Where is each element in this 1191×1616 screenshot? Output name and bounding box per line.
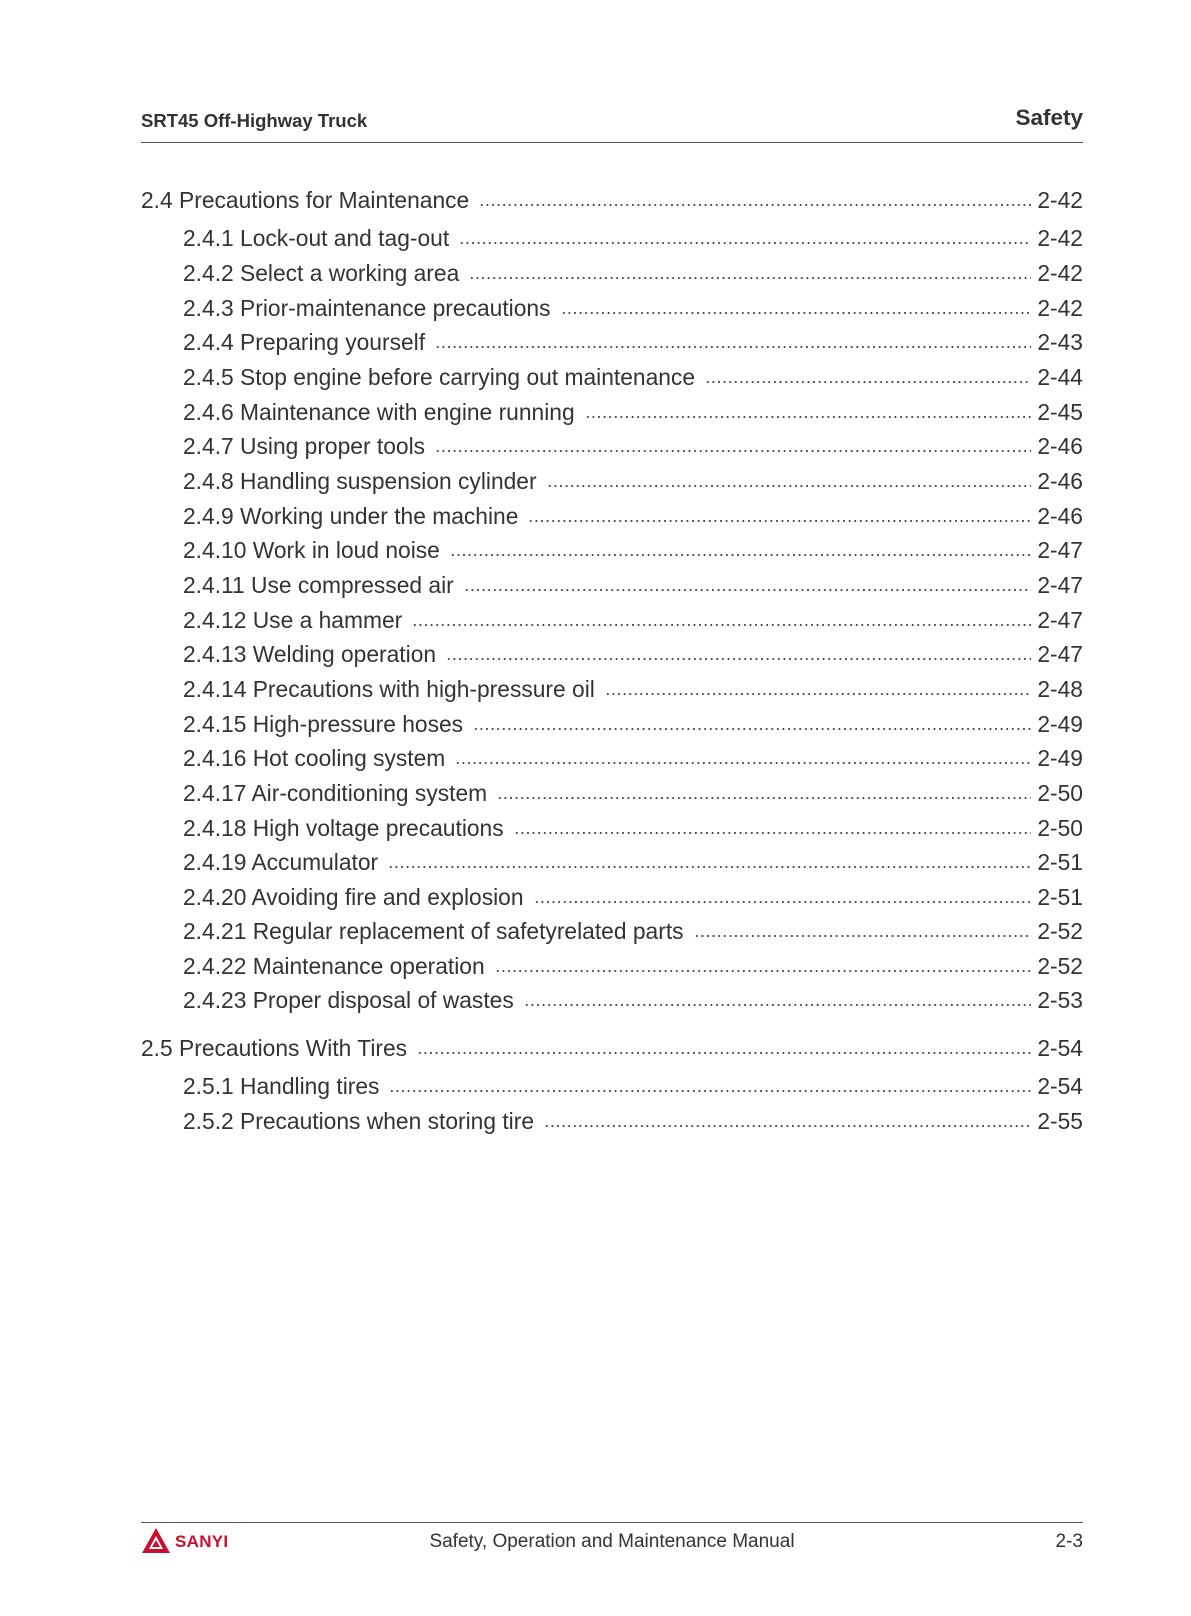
toc-entry-title: 2.4.2 Select a working area: [183, 260, 460, 286]
toc-leader-dots: [524, 987, 1032, 1007]
toc-entry-page: 2-46: [1037, 468, 1083, 494]
toc-entry-title: 2.4.14 Precautions with high-pressure oil: [183, 676, 595, 702]
toc-entry-page: 2-42: [1037, 225, 1083, 251]
toc-entry-title: 2.5.1 Handling tires: [183, 1073, 380, 1099]
toc-entry-title: 2.4.13 Welding operation: [183, 641, 437, 667]
toc-entry-title: 2.4.22 Maintenance operation: [183, 953, 485, 979]
toc-entry-page: 2-47: [1037, 572, 1083, 598]
toc-entry-page: 2-50: [1037, 780, 1083, 806]
toc-entry-title: 2.4.15 High-pressure hoses: [183, 711, 464, 737]
toc-subsection-entry[interactable]: [183, 327, 1083, 357]
toc-entry-page: 2-51: [1037, 884, 1083, 910]
toc-leader-dots: [694, 918, 1032, 938]
toc-entry-page: 2-53: [1037, 987, 1083, 1013]
toc-leader-dots: [469, 260, 1031, 280]
toc-entry-title: 2.4.17 Air-conditioning system: [183, 780, 488, 806]
toc-leader-dots: [473, 711, 1031, 731]
toc-entry-title: 2.4.5 Stop engine before carrying out maintenance: [183, 364, 696, 390]
page-number: 2-3: [1055, 1531, 1083, 1552]
toc-subsection-entry[interactable]: [183, 639, 1083, 669]
toc-entry-page: 2-49: [1037, 711, 1083, 737]
toc-entry-title: 2.4.8 Handling suspension cylinder: [183, 468, 537, 494]
toc-entry-page: 2-43: [1037, 329, 1083, 355]
toc-leader-dots: [544, 1108, 1031, 1128]
toc-entry-page: 2-42: [1037, 260, 1083, 286]
toc-entry-title: 2.4.7 Using proper tools: [183, 433, 426, 459]
toc-entry-title: 2.4.18 High voltage precautions: [183, 815, 504, 841]
toc-subsection-entry[interactable]: [183, 258, 1083, 288]
toc-subsection-entry[interactable]: [183, 709, 1083, 739]
toc-subsection-entry[interactable]: [183, 570, 1083, 600]
toc-leader-dots: [388, 849, 1031, 869]
toc-entry-title: 2.4.9 Working under the machine: [183, 503, 519, 529]
toc-entry-title: 2.4.3 Prior-maintenance precautions: [183, 295, 551, 321]
manual-title: Safety, Operation and Maintenance Manual: [429, 1531, 795, 1552]
toc-entry-title: 2.5 Precautions With Tires: [141, 1035, 408, 1061]
toc-entry-title: 2.4.16 Hot cooling system: [183, 745, 446, 771]
toc-subsection-entry[interactable]: [183, 535, 1083, 565]
toc-subsection-entry[interactable]: [183, 674, 1083, 704]
toc-subsection-entry[interactable]: [183, 431, 1083, 461]
toc-subsection-entry[interactable]: [183, 813, 1083, 843]
toc-entry-page: 2-42: [1037, 295, 1083, 321]
toc-entry-page: 2-50: [1037, 815, 1083, 841]
toc-leader-dots: [497, 780, 1031, 800]
toc-section-entry[interactable]: [141, 1033, 1083, 1063]
toc-leader-dots: [455, 745, 1031, 765]
toc-leader-dots: [446, 641, 1031, 661]
toc-entry-title: 2.4.23 Proper disposal of wastes: [183, 987, 514, 1013]
toc-entry-page: 2-44: [1037, 364, 1083, 390]
toc-entry-page: 2-54: [1037, 1073, 1083, 1099]
toc-subsection-entry[interactable]: [183, 605, 1083, 635]
page-header: [141, 100, 1083, 143]
toc-entry-page: 2-47: [1037, 537, 1083, 563]
toc-entry-title: 2.4.21 Regular replacement of safetyrelated parts: [183, 918, 684, 944]
toc-entry-title: 2.4.19 Accumulator: [183, 849, 379, 875]
toc-subsection-entry[interactable]: [183, 951, 1083, 981]
toc-entry-title: 2.4.1 Lock-out and tag-out: [183, 225, 450, 251]
toc-leader-dots: [479, 187, 1031, 207]
toc-subsection-entry[interactable]: [183, 501, 1083, 531]
toc-subsection-entry[interactable]: [183, 916, 1083, 946]
toc-leader-dots: [450, 537, 1032, 557]
toc-leader-dots: [585, 399, 1032, 419]
toc-entry-page: 2-42: [1037, 187, 1083, 213]
toc-leader-dots: [495, 953, 1032, 973]
toc-subsection-entry[interactable]: [183, 397, 1083, 427]
toc-section-entry[interactable]: [141, 185, 1083, 215]
toc-entry-page: 2-45: [1037, 399, 1083, 425]
toc-entry-title: 2.4.20 Avoiding fire and explosion: [183, 884, 524, 910]
toc-entry-page: 2-46: [1037, 433, 1083, 459]
toc-leader-dots: [435, 329, 1031, 349]
toc-entry-title: 2.4 Precautions for Maintenance: [141, 187, 470, 213]
toc-subsection-entry[interactable]: [183, 293, 1083, 323]
toc-leader-dots: [435, 433, 1031, 453]
toc-leader-dots: [417, 1035, 1031, 1055]
toc-subsection-entry[interactable]: [183, 985, 1083, 1015]
toc-entry-title: 2.4.12 Use a hammer: [183, 607, 403, 633]
toc-entry-title: 2.4.11 Use compressed air: [183, 572, 454, 598]
toc-entry-page: 2-55: [1037, 1108, 1083, 1134]
section-title: Safety: [1015, 105, 1083, 130]
toc-leader-dots: [605, 676, 1032, 696]
toc-leader-dots: [389, 1073, 1031, 1093]
toc-subsection-entry[interactable]: [183, 882, 1083, 912]
toc-entry-page: 2-47: [1037, 641, 1083, 667]
toc-leader-dots: [459, 225, 1031, 245]
toc-entry-page: 2-48: [1037, 676, 1083, 702]
toc-entry-title: 2.5.2 Precautions when storing tire: [183, 1108, 535, 1134]
toc-leader-dots: [464, 572, 1032, 592]
toc-leader-dots: [534, 884, 1032, 904]
toc-leader-dots: [528, 503, 1031, 523]
toc-leader-dots: [705, 364, 1031, 384]
toc-entry-title: 2.4.10 Work in loud noise: [183, 537, 440, 563]
toc-subsection-entry[interactable]: [183, 1071, 1083, 1101]
toc-entry-title: 2.4.4 Preparing yourself: [183, 329, 426, 355]
document-title: SRT45 Off-Highway Truck: [141, 110, 368, 131]
toc-subsection-entry[interactable]: [183, 223, 1083, 253]
toc-subsection-entry[interactable]: [183, 778, 1083, 808]
toc-subsection-entry[interactable]: [183, 743, 1083, 773]
toc-entry-page: 2-52: [1037, 918, 1083, 944]
toc-subsection-entry[interactable]: [183, 847, 1083, 877]
toc-subsection-entry[interactable]: [183, 362, 1083, 392]
toc-entry-page: 2-49: [1037, 745, 1083, 771]
toc-leader-dots: [412, 607, 1031, 627]
toc-entry-page: 2-51: [1037, 849, 1083, 875]
toc-subsection-entry[interactable]: [183, 466, 1083, 496]
toc-entry-page: 2-52: [1037, 953, 1083, 979]
toc-entry-title: 2.4.6 Maintenance with engine running: [183, 399, 575, 425]
toc-entry-page: 2-46: [1037, 503, 1083, 529]
toc-entry-page: 2-47: [1037, 607, 1083, 633]
toc-leader-dots: [547, 468, 1032, 488]
page-footer: [141, 1522, 1083, 1567]
toc-leader-dots: [514, 815, 1032, 835]
toc-entry-page: 2-54: [1037, 1035, 1083, 1061]
brand-name: SANYI: [175, 1532, 229, 1551]
toc-leader-dots: [561, 295, 1032, 315]
toc-subsection-entry[interactable]: [183, 1106, 1083, 1136]
